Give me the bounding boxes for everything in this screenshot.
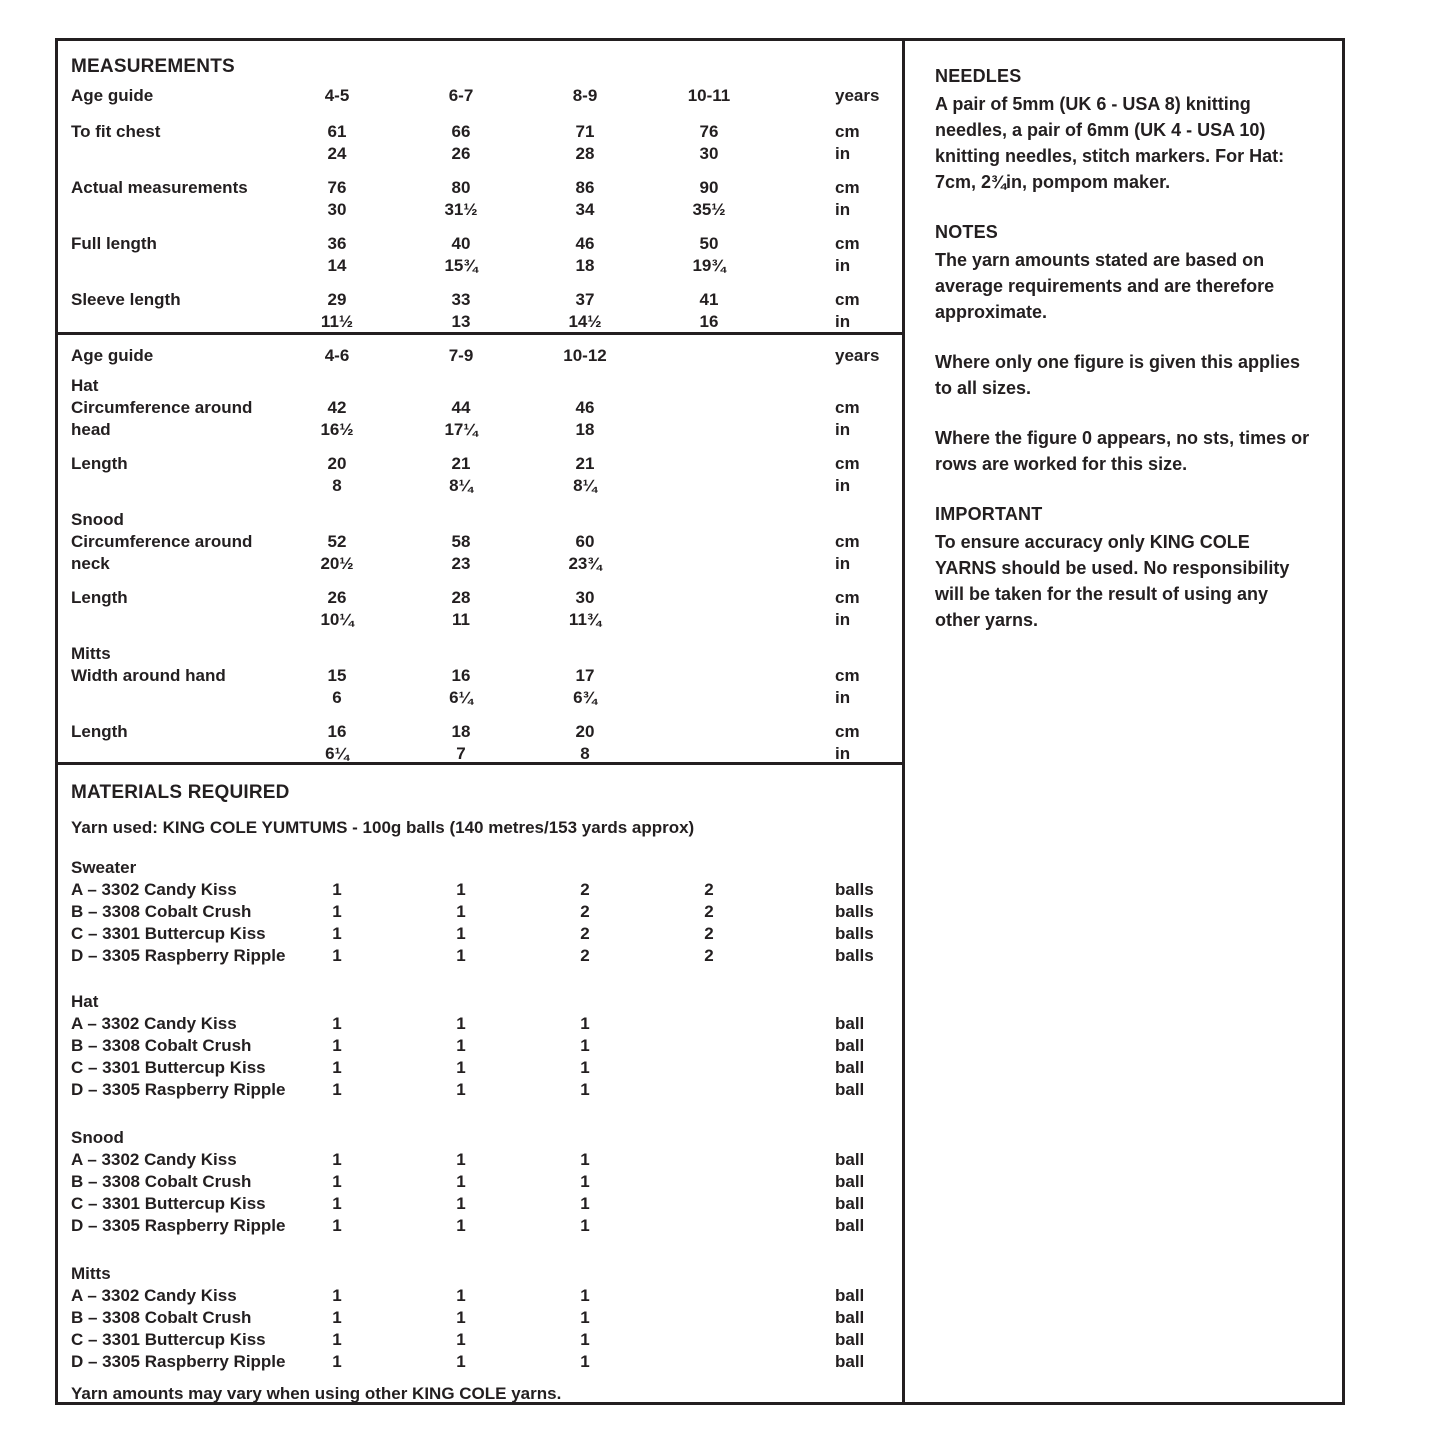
value-cell: 41 16 bbox=[699, 290, 719, 331]
accessories-table bbox=[55, 335, 905, 765]
unit-cell: cm in bbox=[835, 290, 860, 331]
value-cell: 21 8¼ bbox=[449, 454, 473, 495]
unit-label: years bbox=[835, 86, 880, 105]
table-row-actual-measurements bbox=[71, 177, 896, 221]
size-value: 6-7 bbox=[448, 86, 474, 105]
row-label: To fit chest bbox=[71, 122, 161, 141]
value-cell: 86 34 bbox=[575, 178, 595, 219]
unit-label: balls bbox=[835, 880, 874, 899]
materials-row bbox=[71, 1079, 896, 1101]
ball-count: 1 bbox=[456, 946, 466, 965]
value-cell: 61 24 bbox=[327, 122, 347, 163]
unit-label: ball bbox=[835, 1286, 865, 1305]
unit-label: ball bbox=[835, 1058, 865, 1077]
ball-count: 1 bbox=[332, 1308, 342, 1327]
value-cell: 46 18 bbox=[575, 398, 595, 439]
ball-count: 2 bbox=[704, 902, 714, 921]
ball-count: 1 bbox=[332, 924, 342, 943]
materials-row bbox=[71, 1035, 896, 1057]
value-cell: 33 13 bbox=[451, 290, 471, 331]
value-cell: 50 19¾ bbox=[692, 234, 726, 275]
unit-cell: cm in bbox=[835, 588, 860, 629]
materials-row bbox=[71, 1057, 896, 1079]
materials-row bbox=[71, 1329, 896, 1351]
table-row-mitts-width bbox=[71, 665, 896, 709]
value-cell: 76 30 bbox=[327, 178, 347, 219]
row-label: Circumference around neck bbox=[71, 532, 253, 573]
table-row-hat-circumference bbox=[71, 397, 896, 441]
colour-label: D – 3305 Raspberry Ripple bbox=[71, 1352, 286, 1371]
materials-table bbox=[55, 765, 905, 1405]
value-cell: 90 35½ bbox=[692, 178, 726, 219]
unit-cell: cm in bbox=[835, 234, 860, 275]
materials-row bbox=[71, 901, 896, 923]
unit-label: balls bbox=[835, 946, 874, 965]
row-label: Circumference around head bbox=[71, 398, 253, 439]
ball-count: 1 bbox=[332, 946, 342, 965]
measurements-table bbox=[55, 38, 905, 335]
materials-row bbox=[71, 1193, 896, 1215]
ball-count: 1 bbox=[332, 1216, 342, 1235]
materials-row bbox=[71, 1215, 896, 1237]
colour-label: B – 3308 Cobalt Crush bbox=[71, 1172, 252, 1191]
value-cell: 36 14 bbox=[327, 234, 347, 275]
needles-text: A pair of 5mm (UK 6 - USA 8) knitting needles, a pair of 6mm (UK 4 - USA 10) knitting needles, stitch markers. For Hat: 7cm, 2¾in, pompom maker. bbox=[935, 94, 1285, 192]
unit-cell: cm in bbox=[835, 722, 860, 763]
row-label: Sleeve length bbox=[71, 290, 181, 309]
ball-count: 1 bbox=[332, 1036, 342, 1055]
row-label: Length bbox=[71, 588, 128, 607]
group-title-hat: Hat bbox=[71, 992, 99, 1011]
ball-count: 1 bbox=[456, 1058, 466, 1077]
row-label: Full length bbox=[71, 234, 157, 253]
measurements-title: MEASUREMENTS bbox=[71, 56, 235, 77]
value-cell: 66 26 bbox=[451, 122, 471, 163]
side-panel bbox=[905, 38, 1345, 1405]
ball-count: 2 bbox=[580, 946, 590, 965]
ball-count: 1 bbox=[580, 1286, 590, 1305]
unit-label: ball bbox=[835, 1172, 865, 1191]
colour-label: C – 3301 Buttercup Kiss bbox=[71, 1330, 266, 1349]
value-cell: 29 11½ bbox=[320, 290, 354, 331]
size-value: 4-6 bbox=[324, 346, 350, 365]
group-title-mitts: Mitts bbox=[71, 1264, 111, 1283]
colour-label: B – 3308 Cobalt Crush bbox=[71, 1036, 252, 1055]
value-cell: 80 31½ bbox=[444, 178, 478, 219]
ball-count: 1 bbox=[456, 1080, 466, 1099]
ball-count: 1 bbox=[332, 1194, 342, 1213]
notes-paragraph: The yarn amounts stated are based on average requirements and are therefore approximate. bbox=[935, 250, 1275, 322]
important-text: To ensure accuracy only KING COLE YARNS should be used. No responsibility will be taken for the result of using any other yarns. bbox=[935, 532, 1290, 630]
colour-label: C – 3301 Buttercup Kiss bbox=[71, 1058, 266, 1077]
ball-count: 2 bbox=[580, 902, 590, 921]
ball-count: 1 bbox=[456, 1352, 466, 1371]
table-row-sleeve-length bbox=[71, 289, 896, 333]
notes-title: NOTES bbox=[935, 222, 999, 242]
ball-count: 1 bbox=[456, 1286, 466, 1305]
value-cell: 60 23¾ bbox=[568, 532, 602, 573]
ball-count: 1 bbox=[456, 880, 466, 899]
value-cell: 21 8¼ bbox=[573, 454, 597, 495]
notes-paragraph: Where only one figure is given this applies to all sizes. bbox=[935, 352, 1301, 398]
table-row-hat-length bbox=[71, 453, 896, 497]
value-cell: 16 6¼ bbox=[325, 722, 349, 763]
unit-label: ball bbox=[835, 1216, 865, 1235]
colour-label: C – 3301 Buttercup Kiss bbox=[71, 1194, 266, 1213]
materials-row bbox=[71, 1013, 896, 1035]
size-value: 10-11 bbox=[687, 86, 731, 105]
materials-row bbox=[71, 1307, 896, 1329]
value-cell: 42 16½ bbox=[320, 398, 354, 439]
ball-count: 1 bbox=[456, 1036, 466, 1055]
ball-count: 2 bbox=[704, 946, 714, 965]
value-cell: 16 6¼ bbox=[449, 666, 473, 707]
size-value: 8-9 bbox=[572, 86, 598, 105]
materials-title: MATERIALS REQUIRED bbox=[71, 782, 290, 803]
unit-label: ball bbox=[835, 1352, 865, 1371]
materials-row bbox=[71, 923, 896, 945]
row-label: Length bbox=[71, 454, 128, 473]
ball-count: 1 bbox=[580, 1308, 590, 1327]
unit-cell: cm in bbox=[835, 398, 860, 439]
section-title-mitts: Mitts bbox=[71, 644, 111, 663]
colour-label: A – 3302 Candy Kiss bbox=[71, 880, 237, 899]
materials-row bbox=[71, 1285, 896, 1307]
unit-label: ball bbox=[835, 1080, 865, 1099]
ball-count: 1 bbox=[580, 1172, 590, 1191]
ball-count: 1 bbox=[456, 1216, 466, 1235]
materials-row bbox=[71, 945, 896, 967]
colour-label: D – 3305 Raspberry Ripple bbox=[71, 1080, 286, 1099]
ball-count: 1 bbox=[332, 1058, 342, 1077]
ball-count: 1 bbox=[332, 902, 342, 921]
ball-count: 1 bbox=[332, 1080, 342, 1099]
colour-label: A – 3302 Candy Kiss bbox=[71, 1286, 237, 1305]
ball-count: 1 bbox=[456, 1194, 466, 1213]
value-cell: 58 23 bbox=[451, 532, 471, 573]
unit-label: ball bbox=[835, 1194, 865, 1213]
ball-count: 1 bbox=[456, 1330, 466, 1349]
ball-count: 1 bbox=[456, 1172, 466, 1191]
ball-count: 1 bbox=[456, 924, 466, 943]
unit-label: ball bbox=[835, 1330, 865, 1349]
value-cell: 26 10¼ bbox=[320, 588, 354, 629]
ball-count: 2 bbox=[704, 880, 714, 899]
colour-label: B – 3308 Cobalt Crush bbox=[71, 1308, 252, 1327]
ball-count: 1 bbox=[332, 880, 342, 899]
value-cell: 46 18 bbox=[575, 234, 595, 275]
yarn-disclaimer: Yarn amounts may vary when using other KING COLE yarns. bbox=[71, 1384, 562, 1403]
colour-label: D – 3305 Raspberry Ripple bbox=[71, 1216, 286, 1235]
table-row-snood-length bbox=[71, 587, 896, 631]
important-title: IMPORTANT bbox=[935, 504, 1043, 524]
unit-label: balls bbox=[835, 924, 874, 943]
value-cell: 17 6¾ bbox=[573, 666, 597, 707]
age-guide-row bbox=[71, 345, 896, 367]
ball-count: 1 bbox=[332, 1330, 342, 1349]
materials-row bbox=[71, 879, 896, 901]
unit-label: ball bbox=[835, 1014, 865, 1033]
colour-label: A – 3302 Candy Kiss bbox=[71, 1014, 237, 1033]
value-cell: 71 28 bbox=[575, 122, 595, 163]
value-cell: 20 8 bbox=[327, 454, 347, 495]
ball-count: 1 bbox=[456, 1308, 466, 1327]
table-row-full-length bbox=[71, 233, 896, 277]
size-value: 4-5 bbox=[324, 86, 350, 105]
needles-title: NEEDLES bbox=[935, 66, 1022, 86]
group-title-snood: Snood bbox=[71, 1128, 124, 1147]
unit-cell: cm in bbox=[835, 532, 860, 573]
unit-cell: cm in bbox=[835, 178, 860, 219]
ball-count: 1 bbox=[332, 1352, 342, 1371]
ball-count: 1 bbox=[580, 1036, 590, 1055]
ball-count: 1 bbox=[456, 1014, 466, 1033]
ball-count: 1 bbox=[580, 1194, 590, 1213]
unit-cell: cm in bbox=[835, 454, 860, 495]
value-cell: 30 11¾ bbox=[568, 588, 602, 629]
notes-paragraph: Where the figure 0 appears, no sts, times or rows are worked for this size. bbox=[935, 428, 1310, 474]
section-title-snood: Snood bbox=[71, 510, 124, 529]
ball-count: 2 bbox=[580, 880, 590, 899]
materials-row bbox=[71, 1351, 896, 1373]
value-cell: 37 14½ bbox=[568, 290, 602, 331]
size-value: 10-12 bbox=[563, 346, 607, 365]
value-cell: 20 8 bbox=[575, 722, 595, 763]
value-cell: 76 30 bbox=[699, 122, 719, 163]
row-label: Age guide bbox=[71, 86, 154, 105]
ball-count: 1 bbox=[332, 1286, 342, 1305]
ball-count: 1 bbox=[456, 902, 466, 921]
unit-label: ball bbox=[835, 1308, 865, 1327]
colour-label: C – 3301 Buttercup Kiss bbox=[71, 924, 266, 943]
table-row-snood-circumference bbox=[71, 531, 896, 575]
colour-label: B – 3308 Cobalt Crush bbox=[71, 902, 252, 921]
ball-count: 1 bbox=[456, 1150, 466, 1169]
ball-count: 2 bbox=[580, 924, 590, 943]
value-cell: 44 17¼ bbox=[444, 398, 478, 439]
row-label: Actual measurements bbox=[71, 178, 248, 197]
table-row-to-fit-chest bbox=[71, 121, 896, 165]
table-row-mitts-length bbox=[71, 721, 896, 765]
ball-count: 1 bbox=[580, 1330, 590, 1349]
row-label: Width around hand bbox=[71, 666, 226, 685]
unit-label: ball bbox=[835, 1150, 865, 1169]
ball-count: 1 bbox=[580, 1150, 590, 1169]
unit-label: balls bbox=[835, 902, 874, 921]
row-label: Age guide bbox=[71, 346, 154, 365]
value-cell: 28 11 bbox=[451, 588, 471, 629]
value-cell: 18 7 bbox=[451, 722, 471, 763]
ball-count: 1 bbox=[580, 1058, 590, 1077]
row-label: Length bbox=[71, 722, 128, 741]
value-cell: 15 6 bbox=[327, 666, 347, 707]
size-value: 7-9 bbox=[448, 346, 474, 365]
unit-label: years bbox=[835, 346, 880, 365]
ball-count: 1 bbox=[332, 1172, 342, 1191]
ball-count: 1 bbox=[580, 1216, 590, 1235]
age-guide-row bbox=[71, 85, 896, 107]
ball-count: 1 bbox=[332, 1150, 342, 1169]
ball-count: 1 bbox=[580, 1014, 590, 1033]
materials-row bbox=[71, 1171, 896, 1193]
ball-count: 2 bbox=[704, 924, 714, 943]
unit-cell: cm in bbox=[835, 122, 860, 163]
unit-label: ball bbox=[835, 1036, 865, 1055]
section-title-hat: Hat bbox=[71, 376, 99, 395]
value-cell: 52 20½ bbox=[320, 532, 354, 573]
ball-count: 1 bbox=[580, 1080, 590, 1099]
materials-row bbox=[71, 1149, 896, 1171]
unit-cell: cm in bbox=[835, 666, 860, 707]
colour-label: D – 3305 Raspberry Ripple bbox=[71, 946, 286, 965]
ball-count: 1 bbox=[580, 1352, 590, 1371]
value-cell: 40 15¾ bbox=[444, 234, 478, 275]
colour-label: A – 3302 Candy Kiss bbox=[71, 1150, 237, 1169]
ball-count: 1 bbox=[332, 1014, 342, 1033]
group-title-sweater: Sweater bbox=[71, 858, 137, 877]
yarn-used-line: Yarn used: KING COLE YUMTUMS - 100g balls (140 metres/153 yards approx) bbox=[71, 818, 695, 837]
